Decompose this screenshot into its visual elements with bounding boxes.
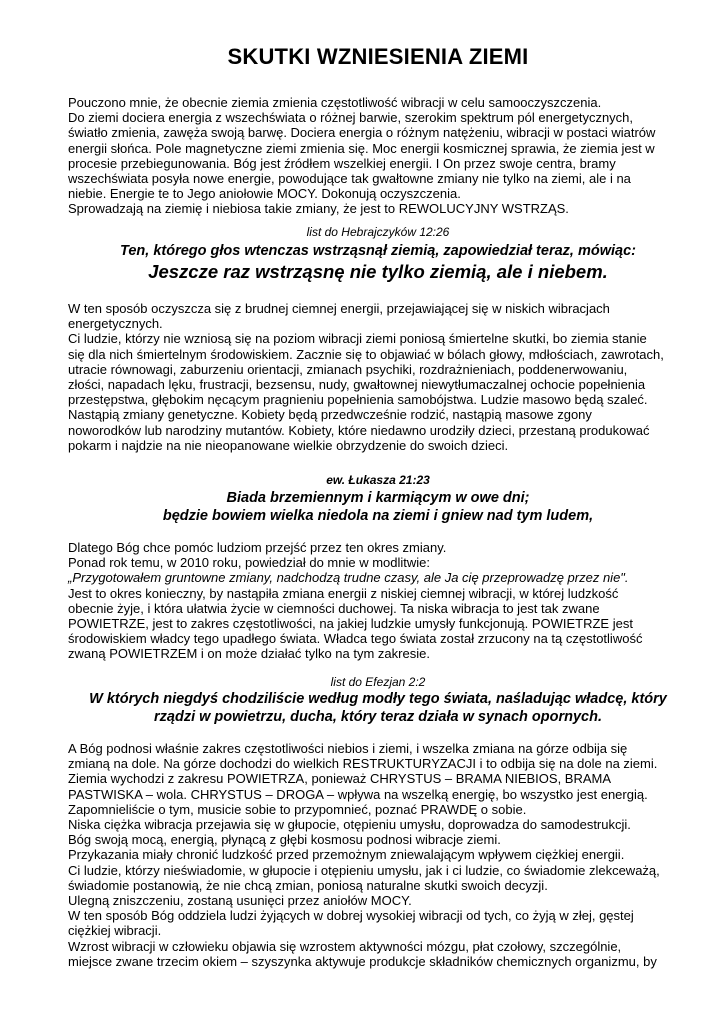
text-line: noworodków lub narodziny mutantów. Kobiety, które niedawno urodziły dzieci, przestaną produkować [68, 422, 650, 438]
text-line: Pouczono mnie, że obecnie ziemia zmienia częstotliwość wibracji w celu samooczyszczenia. [68, 95, 602, 110]
quote-reference: list do Efezjan 2:2 [330, 675, 426, 689]
text-line: A Bóg podnosi właśnie zakres częstotliwości niebios i ziemi, i wszelka zmiana na górze odbija się [68, 741, 628, 756]
text-line: Do ziemi dociera energia z wszechświata o różnej barwie, szerokim spektrum pól energetycznych, [68, 110, 634, 126]
text-line: Wzrost wibracji w człowieku objawia się wzrostem aktywności mózgu, płat czołowy, szczególnie, [68, 938, 622, 954]
text-line: się dla nich śmiertelnym środowiskiem. Zacznie się to objawiać w bólach głowy, mdłościach, zawrotach, [68, 346, 664, 362]
quote-reference: ew. Łukasza 21:23 [326, 473, 430, 487]
bible-quote-line: będzie bowiem wielka niedola na ziemi i gniew nad tym ludem, [162, 508, 594, 524]
text-line: przestępstwa, głębokim nęcącym pragnieniu popełnienia samobójstwa. Ludzie masowo będą szaleć. [68, 392, 648, 408]
text-line: Ziemia wychodzi z zakresu POWIETRZA, ponieważ CHRYSTUS – BRAMA NIEBIOS, BRAMA [68, 771, 612, 787]
text-line: Ulegną zniszczeniu, zostaną usunięci przez aniołów MOCY. [68, 893, 412, 909]
text-line: niebie. Energie te to Jego aniołowie MOCY. Dokonują oczyszczenia. [68, 186, 461, 202]
text-line: światło zmienia, zawęża swoją barwę. Dociera energia o różnym natężeniu, wibracji w postaci wiatrów [68, 125, 656, 141]
text-line: Ci ludzie, którzy nieświadomie, w głupocie i otępieniu umysłu, jak i ci ludzie, co świadomie zlekceważą, [68, 862, 660, 878]
text-line: W ten sposób oczyszcza się z brudnej ciemnej energii, przejawiającej się w niskich wibracjach [68, 301, 610, 316]
text-line: PASTWISKA – wola. CHRYSTUS – DROGA – wpływa na wszelką energię, bo wszystko jest energią. [68, 786, 648, 802]
paragraph-2 [68, 301, 688, 453]
text-line: Ci ludzie, którzy nie wzniosą się na poziom wibracji ziemi poniosą śmiertelne skutki, bo ziemia stanie [68, 331, 647, 347]
text-line: utracie równowagi, zaburzeniu orientacji, zmianach psychiki, rozdrażnieniach, poddenerwowaniu, [68, 361, 628, 377]
text-line: złości, napadach lęku, frustracji, bezsensu, nudy, gwałtownej niewytłumaczalnej ochocie popełnienia [68, 377, 646, 393]
text-line: Zapomnieliście o tym, musicie sobie to przypomnieć, poznać PRAWDĘ o sobie. [68, 801, 527, 817]
paragraph-3 [68, 540, 688, 662]
text-line: Ponad rok temu, w 2010 roku, powiedział do mnie w modlitwie: [68, 555, 431, 571]
text-line: Przykazania miały chronić ludzkość przed przemożnym zniewalającym wpływem ciężkiej energii. [68, 847, 625, 863]
bible-quote-line: Ten, którego głos wtenczas wstrząsnął ziemią, zapowiedział teraz, mówiąc: [120, 243, 636, 259]
text-line: energetycznych. [68, 316, 163, 332]
quote-reference: list do Hebrajczyków 12:26 [306, 225, 450, 239]
text-line: Sprowadzają na ziemię i niebiosa takie zmiany, że jest to REWOLUCYJNY WSTRZĄS. [68, 201, 569, 217]
text-line: ciężkiej wibracji. [68, 923, 162, 939]
text-line: Dlatego Bóg chce pomóc ludziom przejść przez ten okres zmiany. [68, 540, 447, 555]
text-line: „Przygotowałem gruntowne zmiany, nadchodzą trudne czasy, ale Ja cię przeprowadzę przez nie". [68, 570, 629, 586]
text-line: Nastąpią zmiany genetyczne. Kobiety będą przedwcześnie rodzić, nastąpią masowe zgony [68, 407, 592, 423]
text-line: POWIETRZE, jest to zakres częstotliwości, na jakiej ludzkie umysły funkcjonują. POWIETRZE jest [68, 616, 633, 632]
paragraph-4 [68, 741, 688, 969]
bible-quote-line: rządzi w powietrzu, ducha, który teraz działa w synach opornych. [154, 709, 602, 725]
text-line: Jest to okres konieczny, by nastąpiła zmiana energii z niskiej ciemnej wibracji, w której ludzkość [68, 585, 619, 601]
text-line: zwaną POWIETRZEM i on może działać tylko na tym zakresie. [68, 646, 430, 662]
bible-quote-emphasis: Jeszcze raz wstrząsnę nie tylko ziemią, ale i niebem. [148, 261, 608, 282]
text-line: środowiskiem władcy tego upadłego świata. Władca tego świata został zrzucony na tą częstotliwość [68, 631, 643, 647]
text-line: świadomie postanowią, że nie chcą zmian, poniosą naturalne skutki swoich decyzji. [68, 877, 548, 893]
text-line: obecnie żyje, i która ułatwia życie w ciemności duchowej. Ta niska wibracja to jest tak zwane [68, 600, 600, 616]
intro-paragraph [68, 95, 688, 217]
text-line: W ten sposób Bóg oddziela ludzi żyjących w dobrej wysokiej wibracji od tych, co żyją w złej, gęstej [68, 908, 634, 924]
text-line: Bóg swoją mocą, energią, płynącą z głębi kosmosu podnosi wibracje ziemi. [68, 832, 501, 848]
text-line: zmianą na dole. Na górze dochodzi do wielkich RESTRUKTURYZACJI i to odbija się na dole na ziemi. [68, 756, 658, 772]
text-line: procesie przebiegunowania. Bóg jest źródłem wszelkiej energii. I On przez swoje centra, bramy [68, 155, 616, 171]
bible-quote-line: W których niegdyś chodziliście według modły tego świata, naśladując władcę, który [89, 691, 667, 707]
text-line: energii słońca. Pole magnetyczne ziemi zmienia się. Moc energii kosmicznej sprawia, że ziemia jest w [68, 140, 655, 156]
text-line: miejsce zwane trzecim okiem – szyszynka aktywuje produkcje składników chemicznych organizmu, by [68, 953, 657, 969]
page-title: SKUTKI WZNIESIENIA ZIEMI [227, 44, 529, 69]
text-line: Niska ciężka wibracja przejawia się w głupocie, otępieniu umysłu, doprowadza do samodestrukcji. [68, 817, 631, 833]
text-line: pokarm i najdzie na nie nieopanowane wielkie obrzydzenie do swoich dzieci. [68, 437, 509, 453]
bible-quote-line: Biada brzemiennym i karmiącym w owe dni; [226, 490, 530, 506]
text-line: wszechświata posyła nowe energie, powodujące tak gwałtowne zmiany nie tylko na ziemi, ale i na [68, 171, 631, 187]
